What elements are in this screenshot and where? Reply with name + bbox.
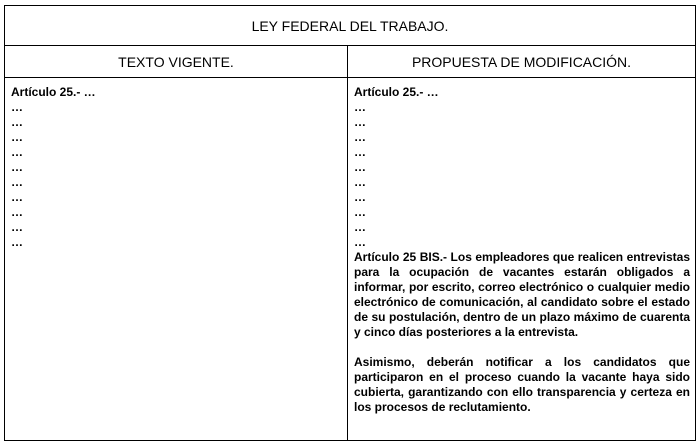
ellipsis-line: … xyxy=(11,235,23,249)
ellipsis-line: … xyxy=(11,220,23,234)
ellipsis-line: … xyxy=(11,175,23,189)
table-body-row xyxy=(5,78,695,440)
ellipsis-line: … xyxy=(11,160,23,174)
ellipsis-line: … xyxy=(354,205,366,219)
paragraph-spacer xyxy=(354,340,690,355)
header-current-label: TEXTO VIGENTE. xyxy=(118,53,234,70)
ellipsis-line: … xyxy=(354,145,366,159)
comparison-table xyxy=(4,5,696,441)
ellipsis-line: … xyxy=(11,190,23,204)
document-title: LEY FEDERAL DEL TRABAJO. xyxy=(251,17,449,34)
ellipsis-line: … xyxy=(11,115,23,129)
table-header-row xyxy=(5,46,695,78)
ellipsis-line: … xyxy=(11,205,23,219)
header-current-text xyxy=(5,46,348,77)
ellipsis-line: … xyxy=(354,235,366,249)
ellipsis-line: … xyxy=(354,220,366,234)
ellipsis-line: … xyxy=(354,130,366,144)
table-title-row xyxy=(5,6,695,46)
ellipsis-line: … xyxy=(354,160,366,174)
ellipsis-line: … xyxy=(11,145,23,159)
article-25-bis-paragraph: Artículo 25 BIS.- Los empleadores que realicen entrevistas para la ocupación de vacantes estarán obligados a informar, por escrito, correo electrónico o cualquier medio electrónico de comunicación, al candidato sobre el estado de su postulación, dentro de un plazo máximo de cuarenta y cinco días posteriores a la entrevista. xyxy=(354,250,690,339)
ellipsis-line: … xyxy=(11,130,23,144)
current-text-cell xyxy=(5,78,348,440)
current-article-heading: Artículo 25.- … xyxy=(11,85,96,99)
header-proposal-label: PROPUESTA DE MODIFICACIÓN. xyxy=(411,53,632,70)
ellipsis-line: … xyxy=(11,100,23,114)
ellipsis-line: … xyxy=(354,100,366,114)
proposal-article-heading: Artículo 25.- … xyxy=(354,85,439,99)
ellipsis-line: … xyxy=(354,190,366,204)
current-ellipsis-list xyxy=(11,100,343,250)
second-paragraph: Asimismo, deberán notificar a los candidatos que participaron en el proceso cuando la vacante haya sido cubierta, garantizando con ello transparencia y certeza en los procesos de reclutamiento. xyxy=(354,355,690,414)
ellipsis-line: … xyxy=(354,175,366,189)
header-proposal xyxy=(348,46,695,77)
ellipsis-line: … xyxy=(354,115,366,129)
proposal-ellipsis-list xyxy=(354,100,690,250)
proposal-text-cell xyxy=(348,78,695,440)
